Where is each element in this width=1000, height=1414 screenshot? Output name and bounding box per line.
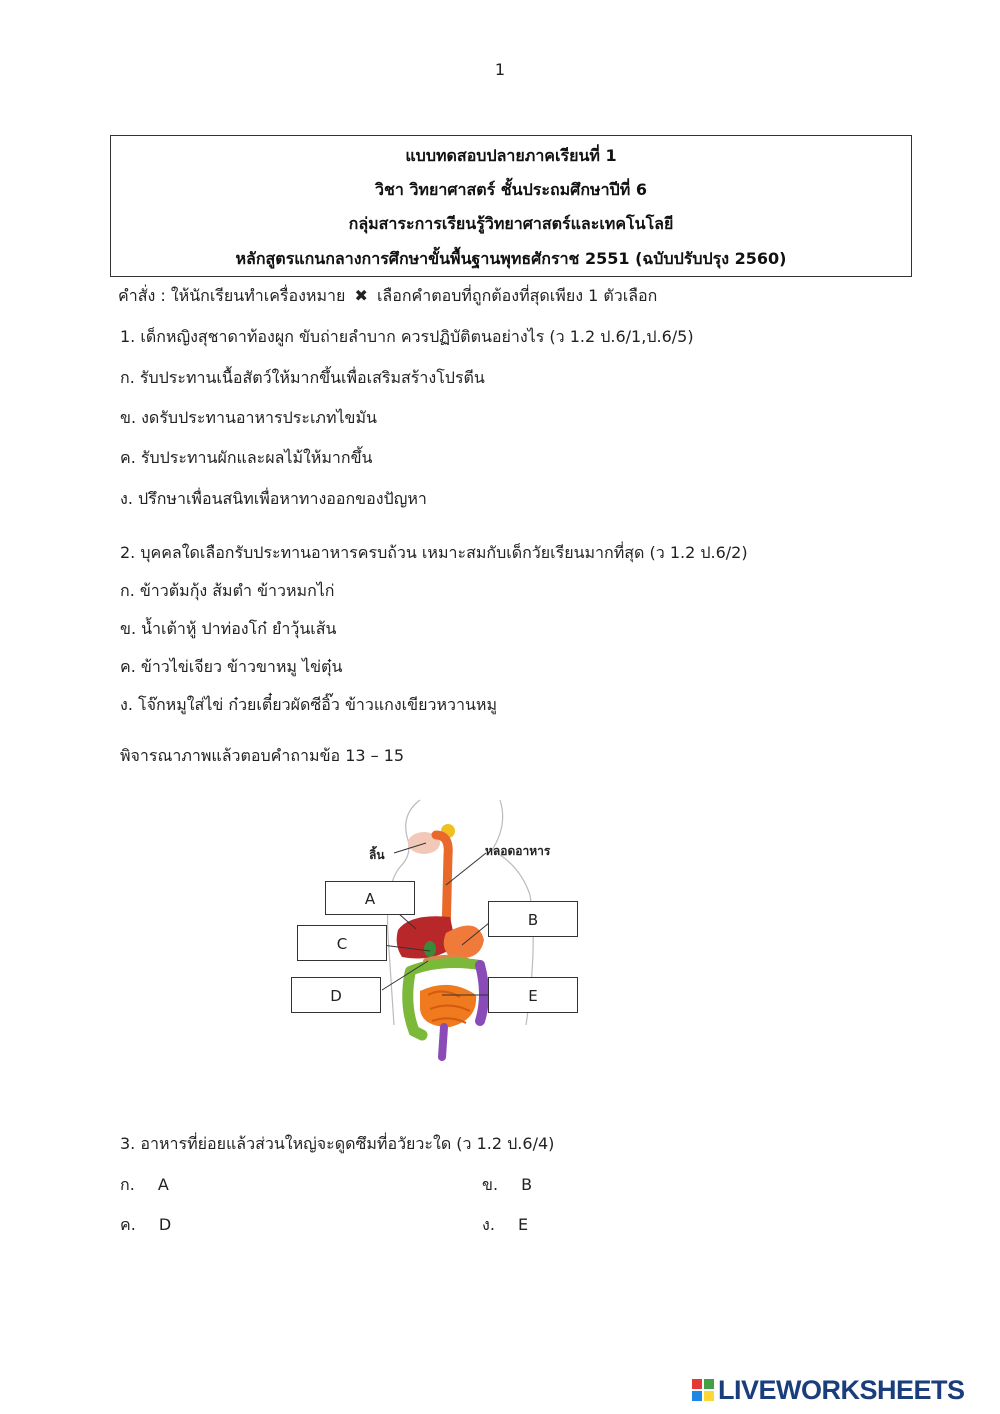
label-box-a: A [325,881,415,915]
question-1: 1. เด็กหญิงสุชาดาท้องผูก ขับถ่ายลำบาก ควรปฏิบัติตนอย่างไร (ว 1.2 ป.6/1,ป.6/5) [120,327,694,346]
q3-choice-b[interactable] [482,1173,532,1198]
logo-square-yellow [704,1391,714,1401]
label-box-b: B [488,901,578,937]
q3-choice-b-letter: ข. [482,1175,499,1194]
instruction [118,284,657,309]
question-2: 2. บุคคลใดเลือกรับประทานอาหารครบถ้วน เหมาะสมกับเด็กวัยเรียนมากที่สุด (ว 1.2 ป.6/2) [120,543,748,562]
logo-square-green [704,1379,714,1389]
question-3: 3. อาหารที่ย่อยแล้วส่วนใหญ่จะดูดซึมที่อวัยวะใด (ว 1.2 ป.6/4) [120,1134,555,1153]
q1-choice-c[interactable]: ค. รับประทานผักและผลไม้ให้มากขึ้น [120,448,373,467]
label-box-c: C [297,925,387,961]
q3-choice-b-value: B [521,1175,533,1194]
q2-choice-a[interactable]: ก. ข้าวต้มกุ้ง ส้มตำ ข้าวหมกไก่ [120,581,335,600]
label-box-d: D [291,977,381,1013]
q3-choice-c-value: D [158,1215,172,1234]
learning-area-line: กลุ่มสาระการเรียนรู้วิทยาศาสตร์และเทคโนโลยี [348,214,674,233]
figure-intro: พิจารณาภาพแล้วตอบคำถามข้อ 13 – 15 [120,746,405,765]
q2-choice-d[interactable]: ง. โจ๊กหมูใส่ไข่ ก๋วยเตี๋ยวผัดซีอิ๊ว ข้าวแกงเขียวหวานหมู [120,695,497,714]
q3-choice-c[interactable] [120,1213,171,1238]
q3-choice-a-value: A [157,1175,169,1194]
q1-choice-a[interactable]: ก. รับประทานเนื้อสัตว์ให้มากขึ้นเพื่อเสริมสร้างโปรตีน [120,368,485,387]
q1-choice-b[interactable]: ข. งดรับประทานอาหารประเภทไขมัน [120,408,377,427]
logo-square-red [692,1379,702,1389]
q3-choice-d-value: E [518,1215,529,1234]
curriculum-line: หลักสูตรแกนกลางการศึกษาขั้นพื้นฐานพุทธศักราช 2551 (ฉบับปรับปรุง 2560) [235,249,787,268]
label-box-e: E [488,977,578,1013]
exam-title: แบบทดสอบปลายภาคเรียนที่ 1 [405,146,617,165]
liveworksheets-watermark [692,1376,965,1404]
liveworksheets-logo-icon [692,1379,714,1401]
page-number: 1 [494,60,506,79]
q3-choice-d[interactable] [482,1213,528,1238]
liveworksheets-text: LIVEWORKSHEETS [718,1374,965,1405]
q3-choice-c-letter: ค. [120,1215,136,1234]
q2-choice-b[interactable]: ข. น้ำเต้าหู้ ปาท่องโก๋ ยำวุ้นเส้น [120,619,337,638]
q3-choice-a-letter: ก. [120,1175,135,1194]
subject-line: วิชา วิทยาศาสตร์ ชั้นประถมศึกษาปีที่ 6 [375,180,647,199]
esophagus-label: หลอดอาหาร [485,844,551,858]
q3-choice-d-letter: ง. [482,1215,495,1234]
instruction-text-before: คำสั่ง : ให้นักเรียนทำเครื่องหมาย [118,286,346,305]
instruction-text-after: เลือกคำตอบที่ถูกต้องที่สุดเพียง 1 ตัวเลือก [376,286,658,305]
q3-choice-a[interactable] [120,1173,169,1198]
tongue-label: ลิ้น [369,848,385,862]
cross-mark-icon: ✖ [354,286,368,305]
q2-choice-c[interactable]: ค. ข้าวไข่เจียว ข้าวขาหมู ไข่ตุ๋น [120,657,343,676]
logo-square-blue [692,1391,702,1401]
exam-header-box [110,135,912,277]
q1-choice-d[interactable]: ง. ปรึกษาเพื่อนสนิทเพื่อหาทางออกของปัญหา [120,489,427,508]
